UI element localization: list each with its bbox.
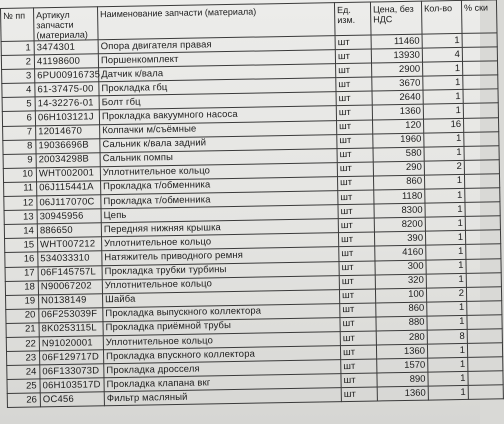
- row-number: 9: [3, 154, 36, 169]
- discount-cell: [464, 146, 499, 161]
- discount-cell: [466, 272, 501, 287]
- part-name-cell: Прокладка клапана вкг: [104, 374, 341, 392]
- article-cell: 06F129717D: [39, 350, 103, 365]
- price-cell: 8200: [374, 217, 425, 232]
- discount-cell: [465, 188, 500, 203]
- price-cell: 1360: [372, 105, 423, 120]
- quantity-cell: 1: [427, 343, 467, 358]
- article-cell: 20034298B: [36, 153, 100, 168]
- part-name-cell: Поршенкомплект: [98, 50, 335, 68]
- price-cell: 1360: [377, 386, 428, 401]
- part-name-cell: Фильтр масляный: [104, 388, 341, 406]
- part-name-cell: Прокладка гбц: [99, 78, 336, 96]
- part-name-cell: Сальник помпы: [100, 148, 337, 166]
- unit-cell: шт: [341, 387, 377, 402]
- article-cell: 12014670: [36, 124, 100, 139]
- price-cell: 4160: [375, 246, 426, 261]
- quantity-cell: 1: [425, 231, 465, 246]
- quantity-cell: 1: [426, 273, 466, 288]
- article-cell: WHT007212: [38, 237, 102, 252]
- row-number: 11: [4, 182, 37, 197]
- unit-cell: шт: [339, 246, 375, 261]
- quantity-cell: 8: [427, 329, 467, 344]
- part-name-cell: Болт гбц: [99, 92, 336, 110]
- part-name-cell: Передняя нижняя крышка: [101, 219, 338, 237]
- article-cell: 06H103121J: [35, 110, 99, 125]
- discount-cell: [463, 89, 498, 104]
- price-cell: 860: [376, 302, 427, 317]
- row-number: 2: [1, 55, 34, 70]
- article-cell: 06F253039F: [39, 308, 103, 323]
- row-number: 8: [3, 140, 36, 155]
- header-no: № пп: [1, 8, 35, 42]
- quantity-cell: 1: [428, 358, 468, 373]
- unit-cell: шт: [337, 162, 373, 177]
- discount-cell: [465, 230, 500, 245]
- unit-cell: шт: [336, 63, 372, 78]
- row-number: 13: [4, 210, 37, 225]
- discount-cell: [462, 33, 497, 48]
- discount-cell: [464, 131, 499, 146]
- price-cell: 11460: [371, 34, 422, 49]
- article-cell: N0138149: [39, 293, 103, 308]
- price-cell: 8300: [374, 203, 425, 218]
- row-number: 19: [6, 295, 39, 310]
- article-cell: 534033310: [38, 251, 102, 266]
- part-name-cell: Опора двигателя правая: [98, 36, 335, 54]
- unit-cell: шт: [337, 176, 373, 191]
- quantity-cell: 16: [423, 118, 463, 133]
- price-cell: 300: [375, 260, 426, 275]
- quantity-cell: 1: [426, 245, 466, 260]
- row-number: 20: [6, 309, 39, 324]
- article-cell: 14-32276-01: [35, 96, 99, 111]
- discount-cell: [465, 202, 500, 217]
- article-cell: 886650: [37, 223, 101, 238]
- quantity-cell: 1: [426, 259, 466, 274]
- price-cell: 290: [373, 161, 424, 176]
- price-cell: 580: [373, 147, 424, 162]
- quantity-cell: 1: [425, 203, 465, 218]
- price-cell: 890: [377, 372, 428, 387]
- row-number: 16: [5, 252, 38, 267]
- unit-cell: шт: [336, 77, 372, 92]
- quantity-cell: 1: [428, 386, 468, 401]
- row-number: 4: [2, 83, 35, 98]
- quantity-cell: 1: [423, 90, 463, 105]
- discount-cell: [468, 357, 503, 372]
- row-number: 10: [3, 168, 36, 183]
- discount-cell: [463, 61, 498, 76]
- row-number: 15: [5, 238, 38, 253]
- unit-cell: шт: [337, 148, 373, 163]
- row-number: 17: [5, 266, 38, 281]
- quantity-cell: 1: [423, 76, 463, 91]
- unit-cell: шт: [338, 218, 374, 233]
- article-cell: OC456: [40, 392, 104, 407]
- unit-cell: шт: [339, 260, 375, 275]
- price-cell: 320: [375, 274, 426, 289]
- row-number: 6: [2, 111, 35, 126]
- part-name-cell: Шайба: [102, 289, 339, 307]
- row-number: 23: [6, 351, 39, 366]
- article-cell: 3474301: [34, 40, 98, 55]
- unit-cell: шт: [336, 105, 372, 120]
- price-cell: 880: [376, 316, 427, 331]
- part-name-cell: Прокладка т/обменника: [101, 191, 338, 209]
- header-article: Артикул запчасти (материала): [34, 7, 99, 41]
- unit-cell: шт: [336, 91, 372, 106]
- article-cell: 19036696B: [36, 138, 100, 153]
- quantity-cell: 1: [428, 372, 468, 387]
- unit-cell: шт: [337, 120, 373, 135]
- header-unit: Ед. изм.: [334, 2, 371, 36]
- discount-cell: [468, 371, 503, 386]
- unit-cell: шт: [337, 134, 373, 149]
- discount-cell: [468, 385, 503, 400]
- part-name-cell: Датчик к/вала: [99, 64, 336, 82]
- unit-cell: шт: [338, 232, 374, 247]
- price-cell: 100: [375, 288, 426, 303]
- price-cell: 2900: [372, 62, 423, 77]
- discount-cell: [467, 343, 502, 358]
- article-cell: 41198600: [34, 54, 98, 69]
- unit-cell: шт: [335, 35, 371, 50]
- quantity-cell: 2: [424, 160, 464, 175]
- row-number: 12: [4, 196, 37, 211]
- row-number: 25: [7, 379, 40, 394]
- row-number: 18: [5, 280, 38, 295]
- row-number: 22: [6, 337, 39, 352]
- quantity-cell: 1: [424, 146, 464, 161]
- article-cell: 61-37475-00: [35, 82, 99, 97]
- unit-cell: шт: [341, 359, 377, 374]
- header-pct: % ски: [461, 0, 497, 33]
- unit-cell: шт: [339, 289, 375, 304]
- row-number: 3: [2, 69, 35, 84]
- discount-cell: [465, 216, 500, 231]
- quantity-cell: 2: [426, 287, 466, 302]
- discount-cell: [467, 315, 502, 330]
- quantity-cell: 1: [423, 62, 463, 77]
- price-cell: 120: [373, 119, 424, 134]
- quantity-cell: 1: [425, 217, 465, 232]
- row-number: 14: [4, 224, 37, 239]
- discount-cell: [463, 103, 498, 118]
- quantity-cell: 4: [422, 48, 462, 63]
- price-cell: 280: [376, 330, 427, 345]
- discount-cell: [466, 244, 501, 259]
- article-cell: 8K0253115L: [39, 322, 103, 337]
- unit-cell: шт: [340, 345, 376, 360]
- unit-cell: шт: [338, 204, 374, 219]
- article-cell: 6PU00916735: [35, 68, 99, 83]
- part-name-cell: Прокладка т/обменника: [101, 177, 338, 195]
- part-name-cell: Уплотнительное кольцо: [102, 233, 339, 251]
- price-cell: 1360: [376, 344, 427, 359]
- part-name-cell: Цепь: [101, 205, 338, 223]
- table-body: [1, 33, 503, 408]
- row-number: 24: [7, 365, 40, 380]
- article-cell: 06H103517D: [40, 378, 104, 393]
- discount-cell: [466, 286, 501, 301]
- discount-cell: [463, 75, 498, 90]
- article-cell: N91020001: [39, 336, 103, 351]
- price-cell: 390: [374, 231, 425, 246]
- discount-cell: [462, 47, 497, 62]
- header-name: Наименование запчасти (материала): [97, 3, 335, 40]
- discount-cell: [464, 174, 499, 189]
- price-cell: 860: [373, 175, 424, 190]
- discount-cell: [466, 258, 501, 273]
- price-cell: 3670: [372, 76, 423, 91]
- row-number: 5: [2, 97, 35, 112]
- article-cell: 06F145757L: [38, 265, 102, 280]
- article-cell: N90067202: [38, 279, 102, 294]
- price-cell: 1960: [373, 133, 424, 148]
- part-name-cell: Уплотнительное кольцо: [100, 162, 337, 180]
- part-name-cell: Прокладка трубки турбины: [102, 261, 339, 279]
- unit-cell: шт: [335, 49, 371, 64]
- row-number: 7: [3, 125, 36, 140]
- quantity-cell: 1: [425, 188, 465, 203]
- article-cell: 06J115441A: [37, 181, 101, 196]
- quantity-cell: 1: [427, 301, 467, 316]
- unit-cell: шт: [340, 317, 376, 332]
- price-cell: 2640: [372, 91, 423, 106]
- article-cell: WHT002001: [36, 167, 100, 182]
- part-name-cell: Прокладка впускного коллектора: [103, 346, 340, 364]
- part-name-cell: Прокладка приёмной трубы: [103, 317, 340, 335]
- discount-cell: [467, 329, 502, 344]
- part-name-cell: Колпачки м/съёмные: [100, 120, 337, 138]
- article-cell: 06J117070C: [37, 195, 101, 210]
- part-name-cell: Уплотнительное кольцо: [102, 275, 339, 293]
- part-name-cell: Натяжитель приводного ремня: [102, 247, 339, 265]
- unit-cell: шт: [341, 373, 377, 388]
- quantity-cell: 1: [427, 315, 467, 330]
- quantity-cell: 1: [422, 33, 462, 48]
- header-qty: Кол-во: [421, 0, 462, 34]
- part-name-cell: Прокладка дросселя: [104, 360, 341, 378]
- unit-cell: шт: [339, 275, 375, 290]
- quantity-cell: 1: [423, 104, 463, 119]
- quantity-cell: 1: [424, 174, 464, 189]
- unit-cell: шт: [340, 331, 376, 346]
- header-price: Цена, без НДС: [370, 1, 422, 35]
- part-name-cell: Сальник к/вала задний: [100, 134, 337, 152]
- part-name-cell: Прокладка вакуумного насоса: [99, 106, 336, 124]
- article-cell: 30945956: [37, 209, 101, 224]
- discount-cell: [467, 301, 502, 316]
- part-name-cell: Прокладка выпускного коллектора: [103, 303, 340, 321]
- discount-cell: [463, 117, 498, 132]
- unit-cell: шт: [338, 190, 374, 205]
- price-cell: 1570: [377, 358, 428, 373]
- discount-cell: [464, 160, 499, 175]
- unit-cell: шт: [340, 303, 376, 318]
- article-cell: 06F133073D: [40, 364, 104, 379]
- price-cell: 13930: [371, 48, 422, 63]
- row-number: 21: [6, 323, 39, 338]
- price-cell: 1180: [374, 189, 425, 204]
- row-number: 1: [1, 41, 34, 56]
- part-name-cell: Уплотнительное кольцо: [103, 332, 340, 350]
- quantity-cell: 1: [424, 132, 464, 147]
- row-number: 26: [7, 393, 40, 408]
